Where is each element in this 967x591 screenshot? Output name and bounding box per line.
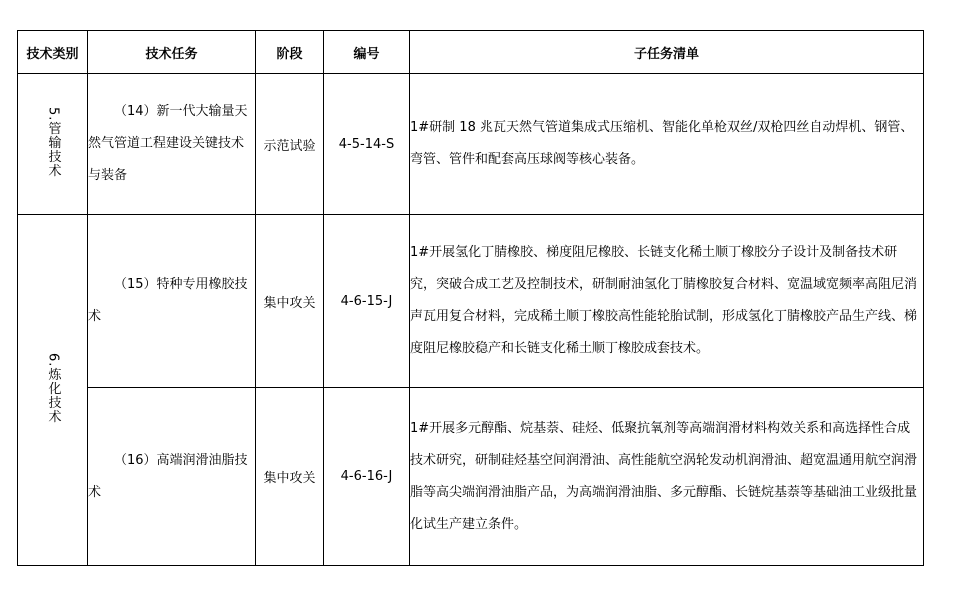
stage-cell: 集中攻关 bbox=[256, 215, 324, 388]
header-code: 编号 bbox=[324, 31, 410, 74]
header-stage: 阶段 bbox=[256, 31, 324, 74]
table-row bbox=[18, 215, 924, 388]
category-cell bbox=[18, 74, 88, 215]
task-cell: （16）高端润滑油脂技术 bbox=[88, 388, 256, 566]
category-label: 5.管输技术 bbox=[45, 106, 61, 178]
subtasks-cell: 1#研制 18 兆瓦天然气管道集成式压缩机、智能化单枪双丝/双枪四丝自动焊机、钢管、弯管、管件和配套高压球阀等核心装备。 bbox=[410, 74, 924, 215]
task-cell: （14）新一代大输量天然气管道工程建设关键技术与装备 bbox=[88, 74, 256, 215]
stage-cell: 集中攻关 bbox=[256, 388, 324, 566]
code-cell: 4-5-14-S bbox=[324, 74, 410, 215]
subtasks-cell: 1#开展多元醇酯、烷基萘、硅烃、低聚抗氧剂等高端润滑材料构效关系和高选择性合成技术研究，研制硅烃基空间润滑油、高性能航空涡轮发动机润滑油、超宽温通用航空润滑脂等高尖端润滑油脂产品，为高端润滑油脂、多元醇酯、长链烷基萘等基础油工业级批量化试生产建立条件。 bbox=[410, 388, 924, 566]
category-cell bbox=[18, 215, 88, 566]
header-subtasks: 子任务清单 bbox=[410, 31, 924, 74]
header-row bbox=[18, 31, 924, 74]
header-category: 技术类别 bbox=[18, 31, 88, 74]
header-task: 技术任务 bbox=[88, 31, 256, 74]
task-cell: （15）特种专用橡胶技术 bbox=[88, 215, 256, 388]
code-cell: 4-6-16-J bbox=[324, 388, 410, 566]
table-row bbox=[18, 74, 924, 215]
stage-cell: 示范试验 bbox=[256, 74, 324, 215]
subtasks-cell: 1#开展氢化丁腈橡胶、梯度阻尼橡胶、长链支化稀土顺丁橡胶分子设计及制备技术研究，突破合成工艺及控制技术，研制耐油氢化丁腈橡胶复合材料、宽温域宽频率高阻尼消声瓦用复合材料，完成稀土顺丁橡胶高性能轮胎试制，形成氢化丁腈橡胶产品生产线、梯度阻尼橡胶稳产和长链支化稀土顺丁橡胶成套技术。 bbox=[410, 215, 924, 388]
code-cell: 4-6-15-J bbox=[324, 215, 410, 388]
category-label: 6.炼化技术 bbox=[45, 352, 61, 424]
table-row bbox=[18, 388, 924, 566]
task-table bbox=[17, 30, 924, 566]
